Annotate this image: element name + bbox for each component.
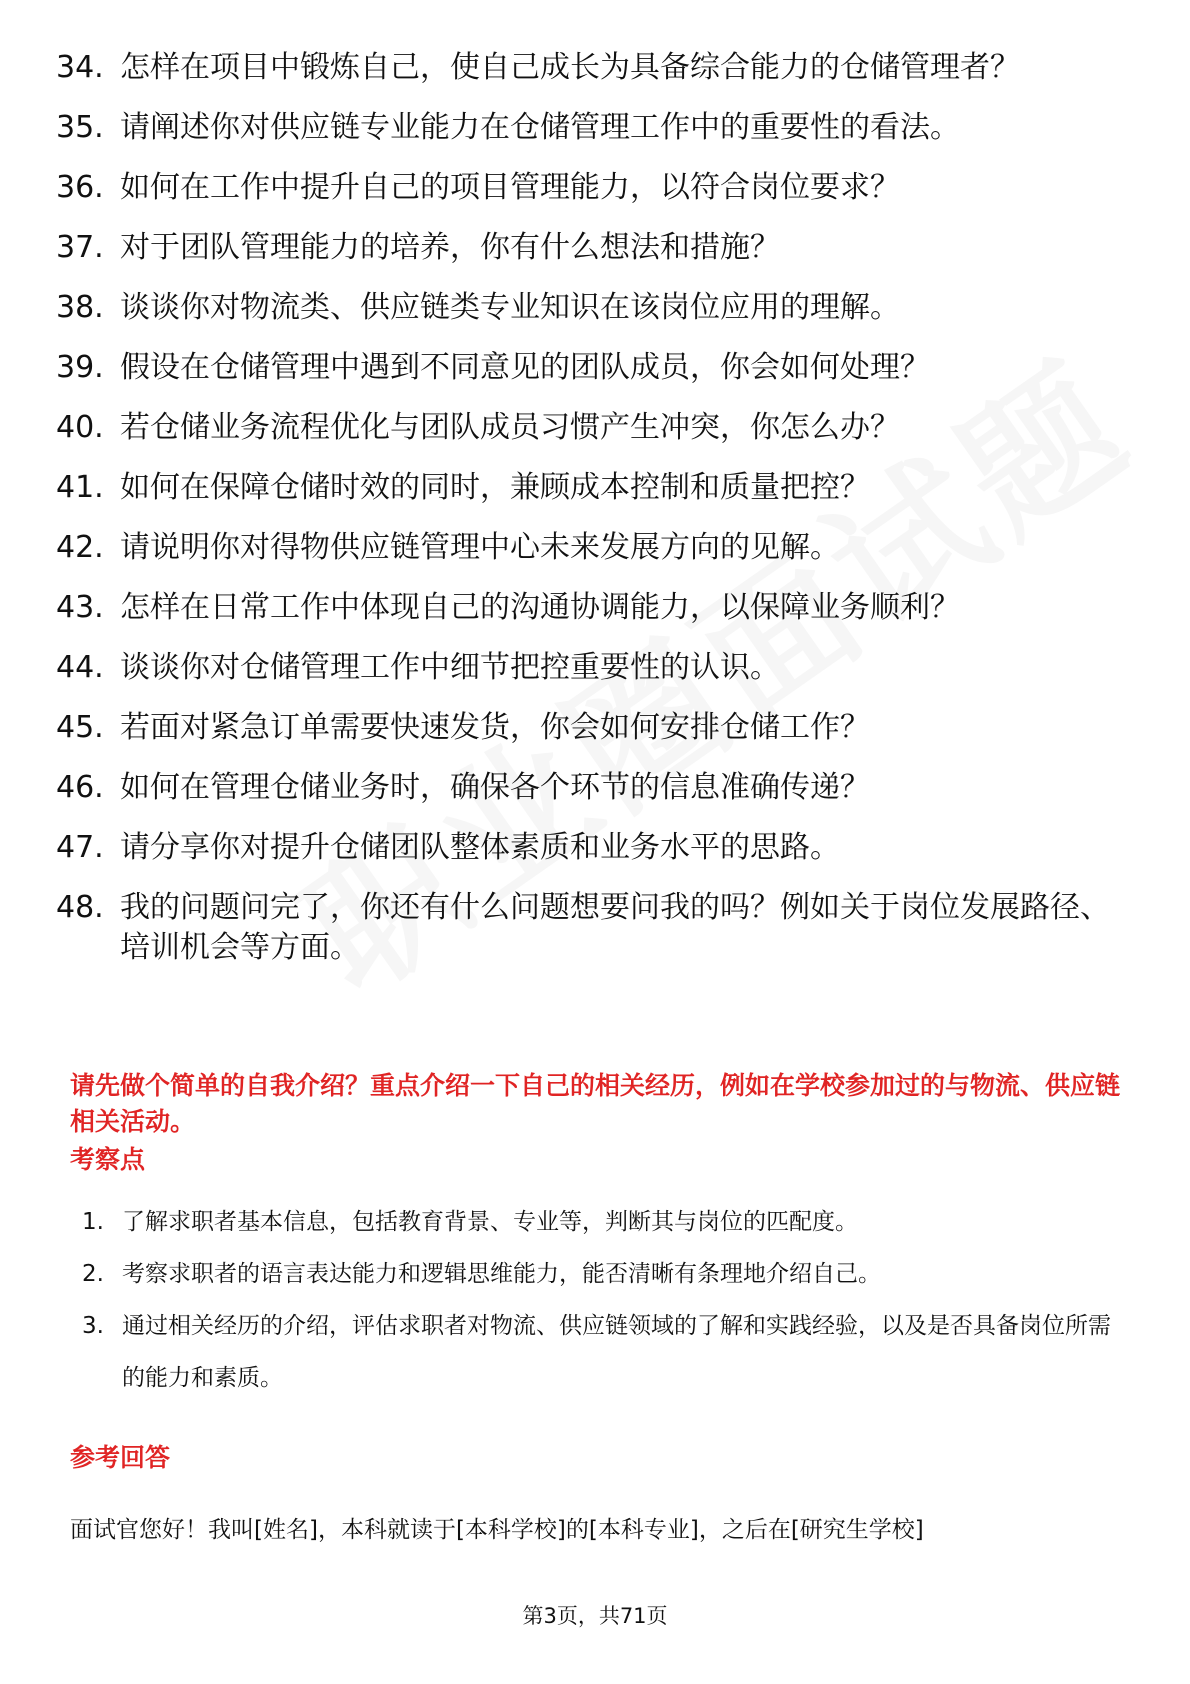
list-item: [56, 468, 1136, 508]
question-text: 谈谈你对仓储管理工作中细节把控重要性的认识。: [120, 650, 780, 685]
question-number: 46.: [56, 770, 104, 805]
list-item: [56, 348, 1136, 388]
point-number: 3.: [82, 1313, 104, 1339]
question-text: 如何在管理仓储业务时，确保各个环节的信息准确传递？: [120, 770, 870, 805]
question-number: 47.: [56, 830, 104, 865]
list-item: [56, 48, 1136, 88]
question-number: 40.: [56, 410, 104, 445]
question-number: 44.: [56, 650, 104, 685]
question-text: 若仓储业务流程优化与团队成员习惯产生冲突，你怎么办？: [120, 410, 900, 445]
question-number: 41.: [56, 470, 104, 505]
list-item: [56, 228, 1136, 268]
list-item: [82, 1248, 1132, 1300]
question-number: 38.: [56, 290, 104, 325]
question-number: 45.: [56, 710, 104, 745]
list-item: [56, 708, 1136, 748]
assessment-points: [82, 1196, 1132, 1404]
point-text: 考察求职者的语言表达能力和逻辑思维能力，能否清晰有条理地介绍自己。: [122, 1261, 881, 1287]
question-list: [56, 48, 1136, 988]
kaocha-label: 考察点: [70, 1145, 146, 1174]
question-text: 假设在仓储管理中遇到不同意见的团队成员，你会如何处理？: [120, 350, 930, 385]
question-number: 34.: [56, 50, 104, 85]
question-number: 42.: [56, 530, 104, 565]
list-item: [56, 408, 1136, 448]
point-number: 2.: [82, 1261, 104, 1287]
question-text: 谈谈你对物流类、供应链类专业知识在该岗位应用的理解。: [120, 290, 900, 325]
list-item: [56, 168, 1136, 208]
question-text: 如何在工作中提升自己的项目管理能力，以符合岗位要求？: [120, 170, 900, 205]
reference-answer: 面试官您好！我叫[姓名]，本科就读于[本科学校]的[本科专业]，之后在[研究生学校]: [70, 1517, 924, 1543]
point-text: 了解求职者基本信息，包括教育背景、专业等，判断其与岗位的匹配度。: [122, 1209, 858, 1235]
question-text: 如何在保障仓储时效的同时，兼顾成本控制和质量把控？: [120, 470, 870, 505]
question-text: 请阐述你对供应链专业能力在仓储管理工作中的重要性的看法。: [120, 110, 960, 145]
list-item: [56, 648, 1136, 688]
list-item: [56, 828, 1136, 868]
question-text: 请说明你对得物供应链管理中心未来发展方向的见解。: [120, 530, 840, 565]
question-number: 37.: [56, 230, 104, 265]
page-footer: 第3页，共71页: [522, 1604, 668, 1628]
list-item: [56, 288, 1136, 328]
question-number: 35.: [56, 110, 104, 145]
point-text: 通过相关经历的介绍，评估求职者对物流、供应链领域的了解和实践经验，以及是否具备岗位所需的能力和素质。: [122, 1313, 1111, 1391]
question-number: 39.: [56, 350, 104, 385]
question-text: 怎样在项目中锻炼自己，使自己成长为具备综合能力的仓储管理者？: [120, 50, 1020, 85]
question-text: 请分享你对提升仓储团队整体素质和业务水平的思路。: [120, 830, 840, 865]
question-text: 我的问题问完了，你还有什么问题想要问我的吗？例如关于岗位发展路径、培训机会等方面。: [120, 890, 1110, 965]
list-item: [56, 888, 1136, 968]
list-item: [82, 1300, 1132, 1404]
point-number: 1.: [82, 1209, 104, 1235]
section-question-heading: 请先做个简单的自我介绍？重点介绍一下自己的相关经历，例如在学校参加过的与物流、供应链相关活动。: [70, 1071, 1121, 1136]
list-item: [82, 1196, 1132, 1248]
question-number: 36.: [56, 170, 104, 205]
list-item: [56, 588, 1136, 628]
list-item: [56, 768, 1136, 808]
question-number: 48.: [56, 890, 104, 925]
question-text: 怎样在日常工作中体现自己的沟通协调能力，以保障业务顺利？: [120, 590, 960, 625]
list-item: [56, 528, 1136, 568]
question-text: 若面对紧急订单需要快速发货，你会如何安排仓储工作？: [120, 710, 870, 745]
list-item: [56, 108, 1136, 148]
question-number: 43.: [56, 590, 104, 625]
question-text: 对于团队管理能力的培养，你有什么想法和措施？: [120, 230, 780, 265]
cankao-label: 参考回答: [70, 1443, 171, 1472]
